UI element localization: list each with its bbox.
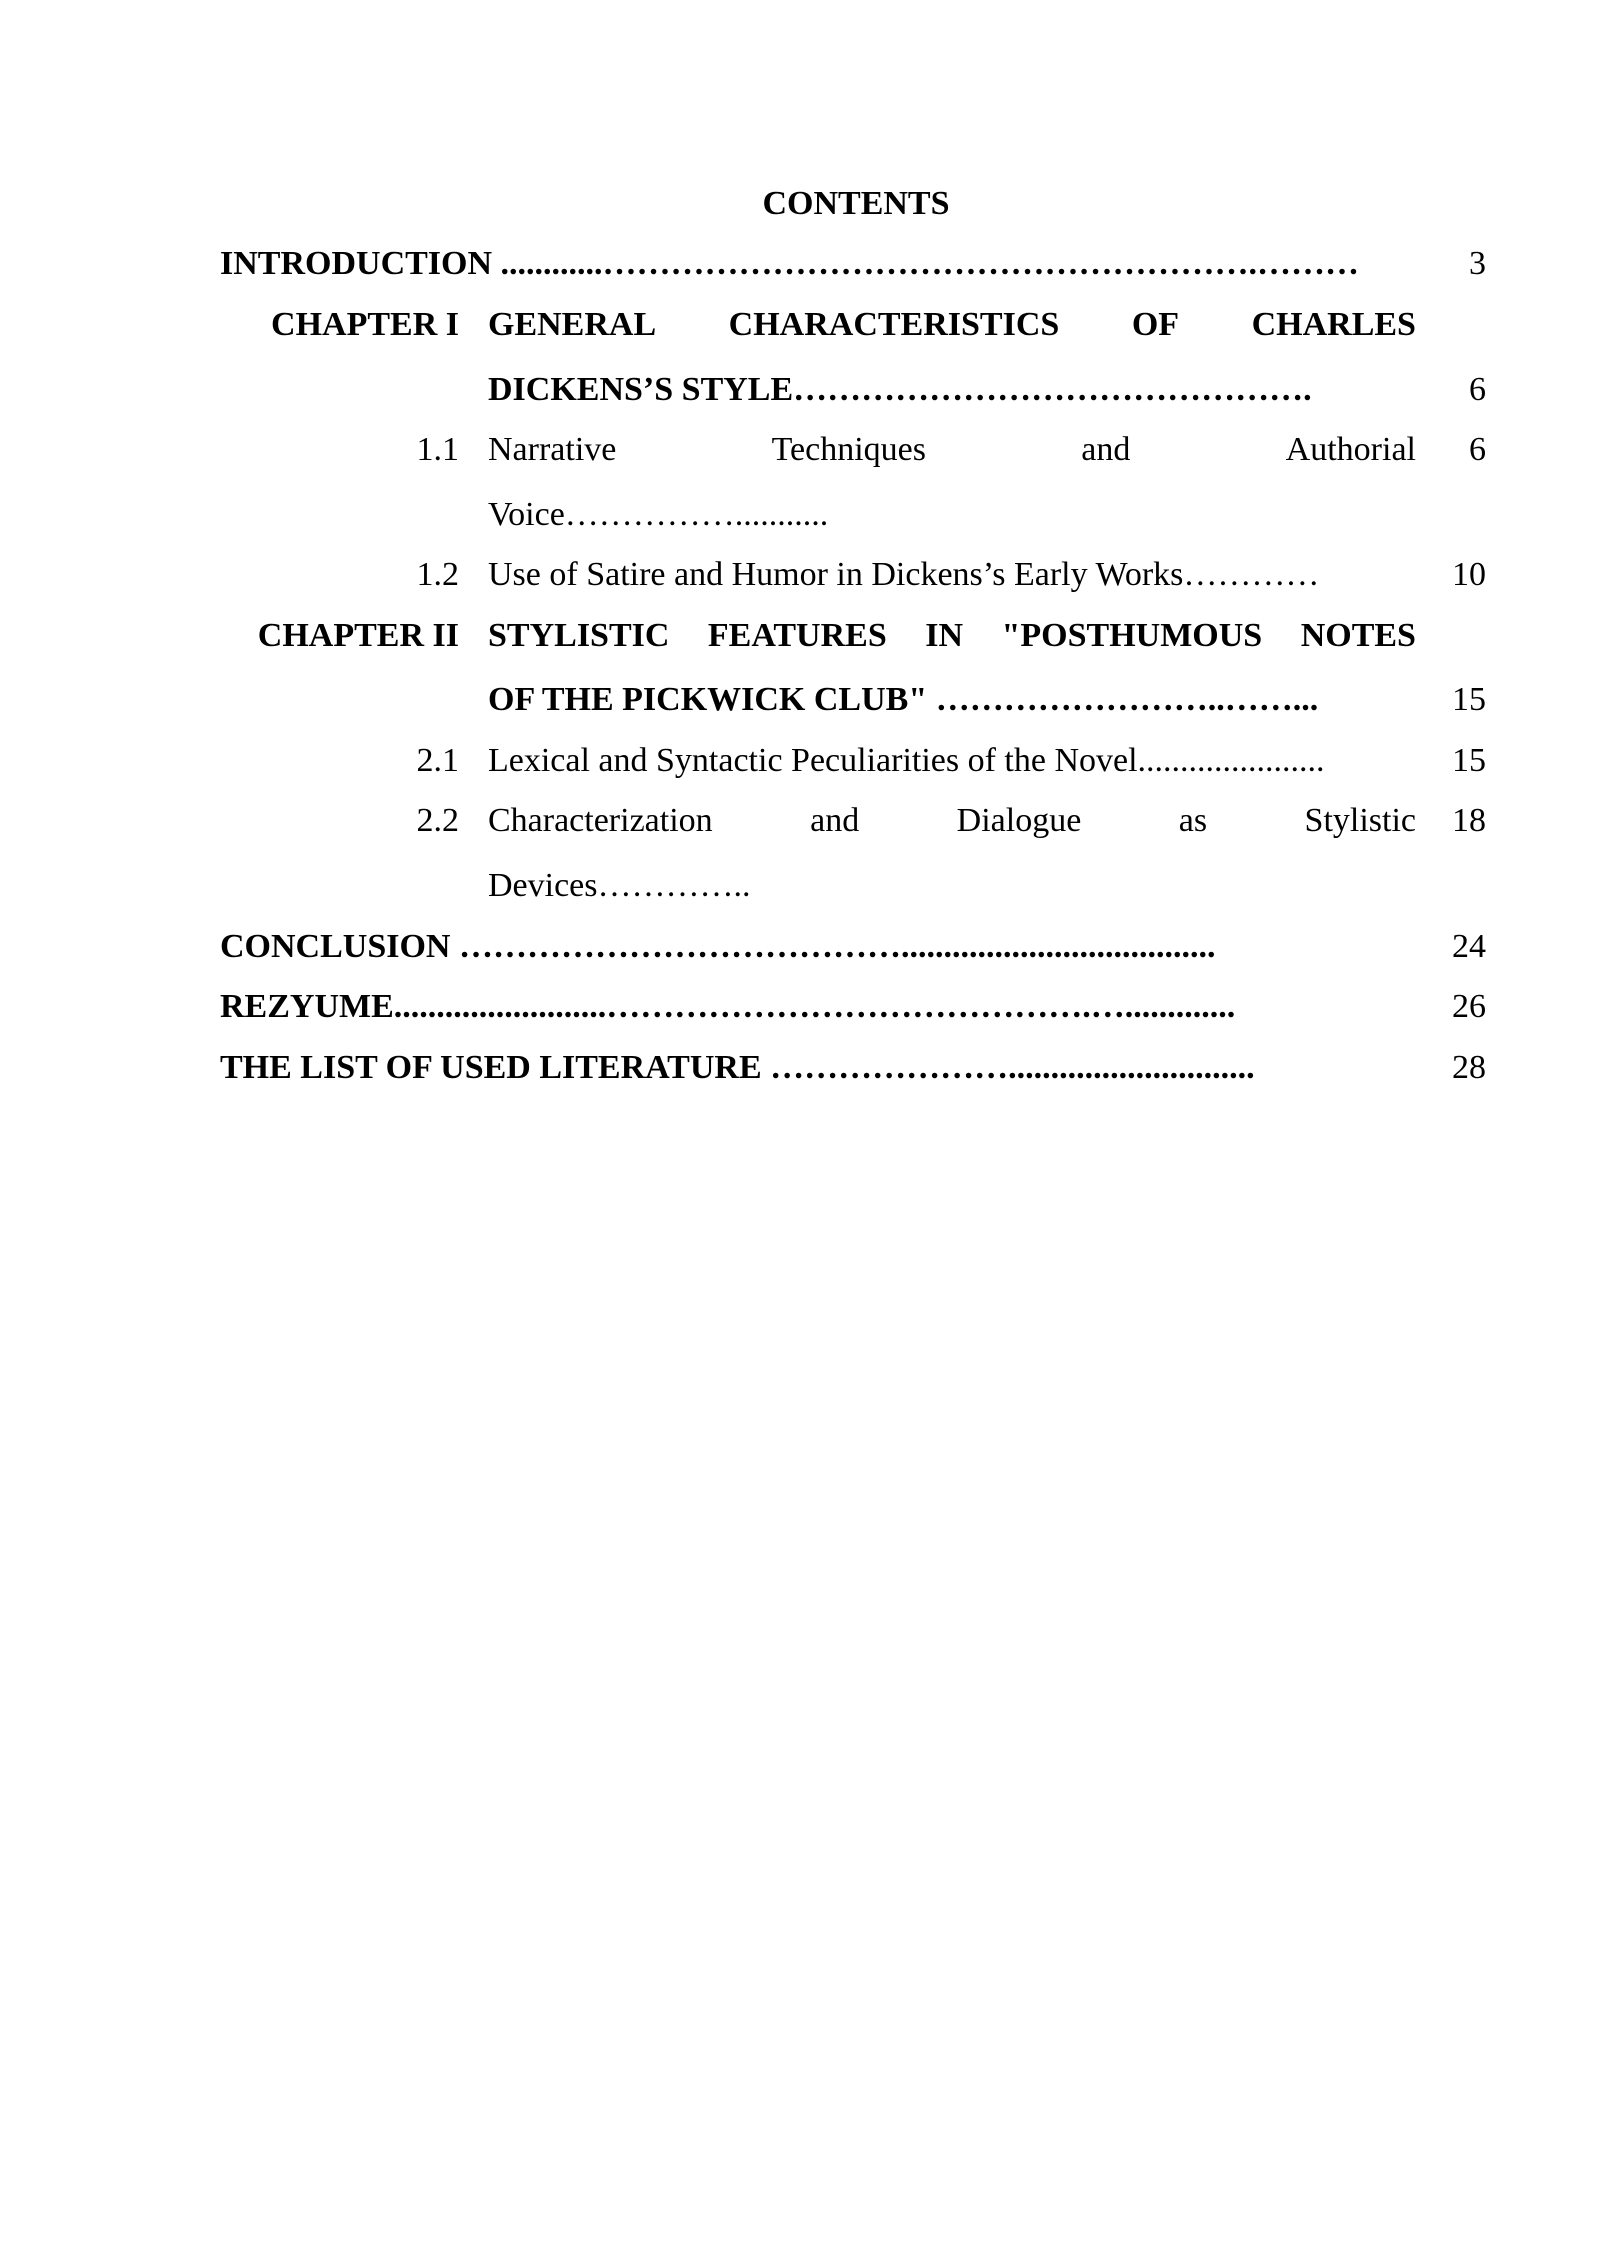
toc-word: "POSTHUMOUS — [1001, 617, 1263, 654]
toc-page-section-1-2: 10 — [1452, 556, 1486, 593]
toc-title-section-2-2-line2: Devices………….. — [488, 867, 751, 904]
toc-entry-literature: THE LIST OF USED LITERATURE …………………............................. — [220, 1049, 1255, 1086]
toc-entry-rezyume: REZYUME.........................…………………………………….…............. — [220, 988, 1236, 1025]
toc-label-section-2-1: 2.1 — [416, 742, 459, 779]
toc-title-section-1-2: Use of Satire and Humor in Dickens’s Early Works………… — [488, 556, 1320, 593]
toc-label-chapter-1: CHAPTER I — [271, 306, 459, 343]
toc-word: GENERAL — [488, 306, 657, 343]
toc-page-conclusion: 24 — [1452, 928, 1486, 965]
toc-title-section-1-1-line1 — [488, 430, 1416, 470]
toc-title-section-2-2-line1 — [488, 801, 1416, 841]
toc-word: STYLISTIC — [488, 617, 670, 654]
toc-word: Characterization — [488, 802, 713, 839]
toc-word: CHARLES — [1251, 306, 1416, 343]
toc-title-chapter-2-line1 — [488, 616, 1416, 656]
toc-word: IN — [925, 617, 964, 654]
toc-word: Dialogue — [956, 802, 1082, 839]
toc-title-chapter-1-line1 — [488, 305, 1416, 345]
toc-word: FEATURES — [707, 617, 887, 654]
toc-word: OF — [1131, 306, 1180, 343]
toc-entry-introduction: INTRODUCTION ............………………………………………………….……… — [220, 245, 1360, 282]
toc-page-rezyume: 26 — [1452, 988, 1486, 1025]
toc-label-section-2-2: 2.2 — [416, 802, 459, 839]
toc-page-section-2-2: 18 — [1452, 802, 1486, 839]
toc-label-section-1-2: 1.2 — [416, 556, 459, 593]
toc-page-chapter-2: 15 — [1452, 681, 1486, 718]
toc-word: Authorial — [1285, 431, 1416, 468]
toc-title-section-1-1-line2: Voice……………........... — [488, 496, 829, 533]
toc-word: CHARACTERISTICS — [728, 306, 1060, 343]
toc-page-section-1-1: 6 — [1469, 431, 1486, 468]
toc-page-introduction: 3 — [1469, 245, 1486, 282]
toc-word: and — [1081, 431, 1131, 468]
toc-word: as — [1178, 802, 1208, 839]
toc-word: Stylistic — [1304, 802, 1416, 839]
toc-page-section-2-1: 15 — [1452, 742, 1486, 779]
toc-word: Techniques — [771, 431, 927, 468]
toc-word: NOTES — [1300, 617, 1416, 654]
toc-title-chapter-1-line2: DICKENS’S STYLE………………………………………. — [488, 371, 1312, 408]
toc-word: and — [810, 802, 860, 839]
toc-entry-conclusion: CONCLUSION …………………………………..................................... — [220, 928, 1216, 965]
toc-page-literature: 28 — [1452, 1049, 1486, 1086]
toc-label-chapter-2: CHAPTER II — [257, 617, 459, 654]
toc-title-section-2-1: Lexical and Syntactic Peculiarities of the Novel...................... — [488, 742, 1325, 779]
contents-title: CONTENTS — [762, 185, 950, 222]
toc-page-chapter-1: 6 — [1469, 371, 1486, 408]
toc-word: Narrative — [488, 431, 617, 468]
toc-title-chapter-2-line2: OF THE PICKWICK CLUB" ……………………..……... — [488, 681, 1319, 718]
toc-word-group — [488, 616, 669, 656]
toc-label-section-1-1: 1.1 — [416, 431, 459, 468]
